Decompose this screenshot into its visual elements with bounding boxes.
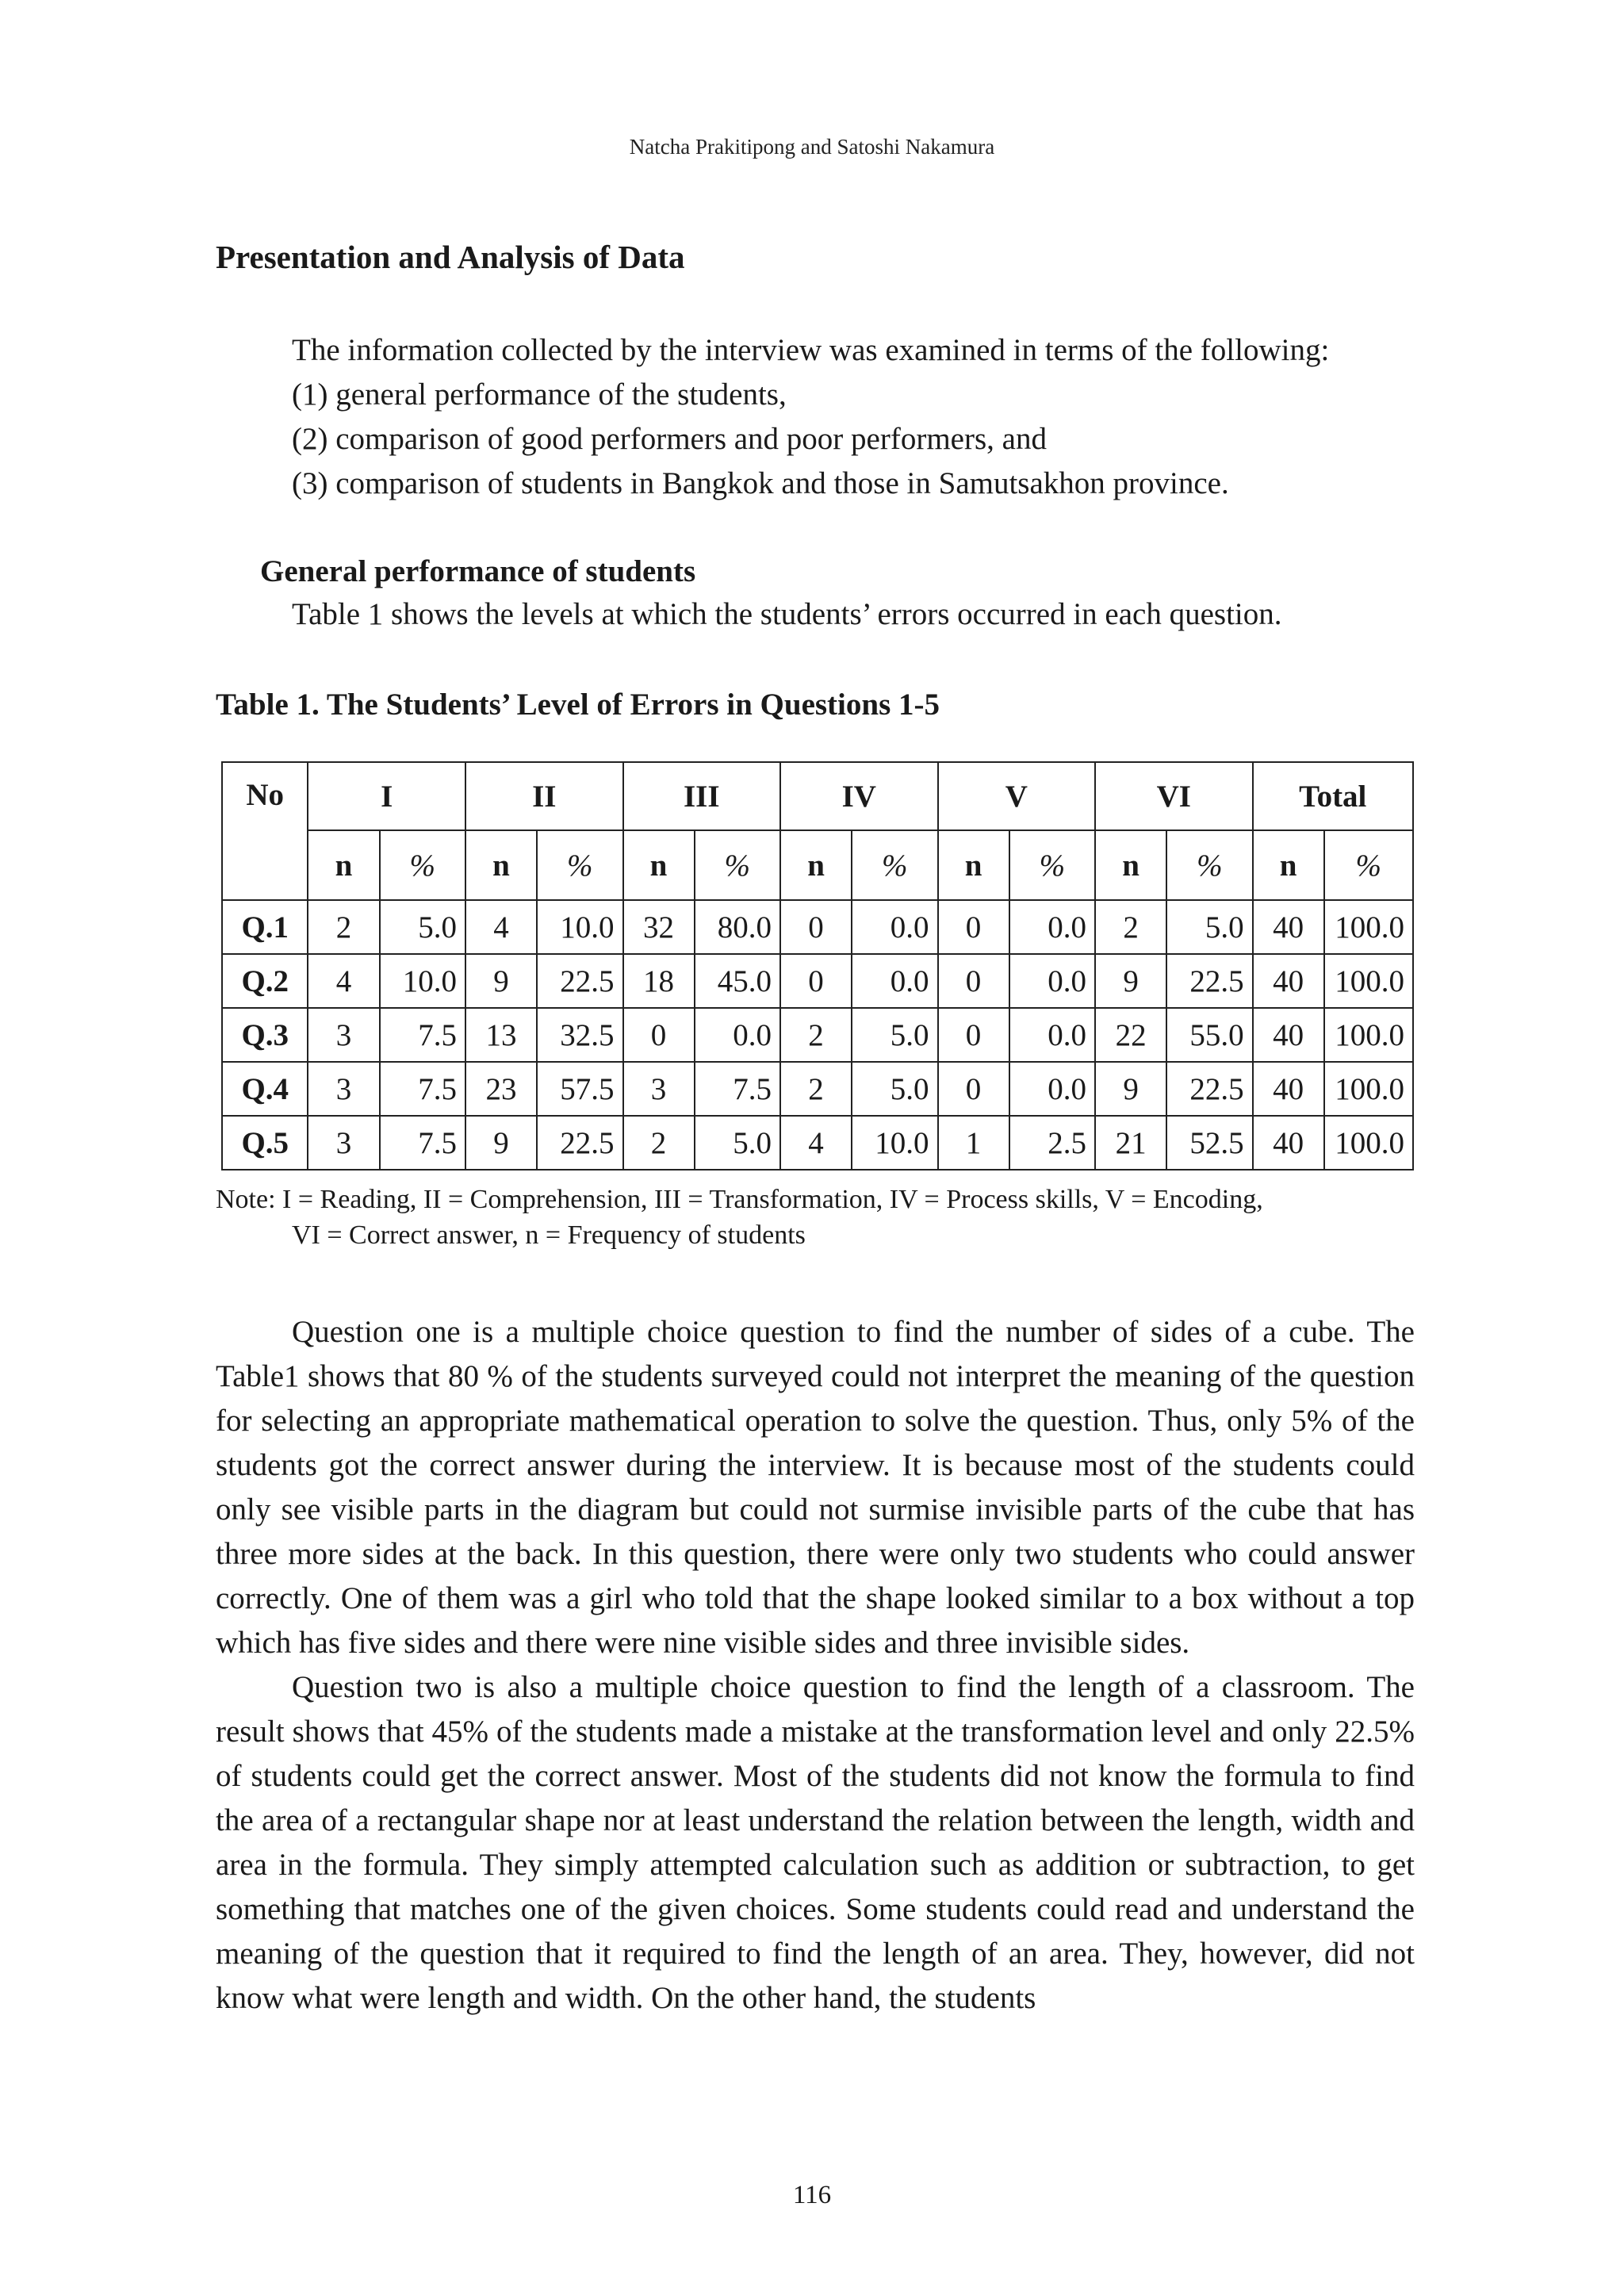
intro-line: (2) comparison of good performers and poor performers, and — [292, 422, 1047, 456]
count-cell: 2 — [780, 1062, 852, 1116]
table-row — [222, 1116, 1413, 1170]
table-note — [216, 1182, 1437, 1253]
percent-cell: 7.5 — [380, 1008, 465, 1062]
percent-cell: 5.0 — [380, 900, 465, 954]
percent-cell: 0.0 — [852, 954, 937, 1008]
percent-cell: 10.0 — [380, 954, 465, 1008]
table-row — [222, 1062, 1413, 1116]
percent-cell: 0.0 — [1009, 1062, 1095, 1116]
running-head: Natcha Prakitipong and Satoshi Nakamura — [629, 135, 995, 159]
count-cell: 32 — [623, 900, 695, 954]
count-cell: 9 — [1095, 1062, 1166, 1116]
count-cell: 18 — [623, 954, 695, 1008]
row-label: Q.3 — [222, 1008, 308, 1062]
percent-cell: 0.0 — [1009, 900, 1095, 954]
count-cell: 2 — [623, 1116, 695, 1170]
percent-cell: 0.0 — [1009, 1008, 1095, 1062]
group-header: III — [623, 762, 781, 830]
group-header: V — [938, 762, 1096, 830]
count-cell: 3 — [623, 1062, 695, 1116]
count-cell: 9 — [465, 954, 537, 1008]
count-cell: 4 — [465, 900, 537, 954]
intro-line: (1) general performance of the students, — [292, 377, 787, 412]
count-cell: 3 — [308, 1062, 379, 1116]
paragraph: Question two is also a multiple choice question to find the length of a classroom. The result shows that 45% of the students made a mistake at the transformation level and only 22.5% of students could get the correct answer. Most of the students did not know the formula to find the area of a rectangular shape nor at least understand the relation between the length, width and area in the formula. They simply attempted calculation such as addition or subtraction, to get something that matches one of the given choices. Some students could read and understand the meaning of the question that it required to find the length of an area. They, however, did not know what were length and width. On the other hand, the students — [216, 1670, 1415, 2015]
percent-cell: 10.0 — [537, 900, 622, 954]
n-header: n — [780, 830, 852, 900]
row-label: Q.1 — [222, 900, 308, 954]
pct-header: % — [695, 830, 780, 900]
section-heading: Presentation and Analysis of Data — [216, 239, 685, 275]
paragraph: Question one is a multiple choice question to find the number of sides of a cube. The Table1 shows that 80 % of the students surveyed could not interpret the meaning of the question for selecting an appropriate mathematical operation to solve the question. Thus, only 5% of the students got the correct answer during the interview. It is because most of the students could only see visible parts in the diagram but could not surmise invisible parts of the cube that has three more sides at the back. In this question, there were only two students who could answer correctly. One of them was a girl who told that the shape looked similar to a box without a top which has five sides and there were nine visible sides and three invisible sides. — [216, 1315, 1415, 1660]
n-header: n — [465, 830, 537, 900]
pct-header: % — [1166, 830, 1252, 900]
percent-cell: 0.0 — [1009, 954, 1095, 1008]
count-cell: 0 — [623, 1008, 695, 1062]
percent-cell: 100.0 — [1324, 1116, 1413, 1170]
percent-cell: 22.5 — [1166, 1062, 1252, 1116]
count-cell: 2 — [780, 1008, 852, 1062]
n-header: n — [938, 830, 1009, 900]
percent-cell: 100.0 — [1324, 900, 1413, 954]
table-header-row — [222, 762, 1413, 830]
group-header: II — [465, 762, 623, 830]
count-cell: 13 — [465, 1008, 537, 1062]
percent-cell: 5.0 — [852, 1008, 937, 1062]
n-header: n — [1095, 830, 1166, 900]
count-cell: 21 — [1095, 1116, 1166, 1170]
subsection-text: Table 1 shows the levels at which the students’ errors occurred in each question. — [292, 597, 1282, 631]
count-cell: 40 — [1253, 1008, 1324, 1062]
percent-cell: 7.5 — [380, 1062, 465, 1116]
n-header: n — [1253, 830, 1324, 900]
group-header: IV — [780, 762, 938, 830]
pct-header: % — [537, 830, 622, 900]
row-label: Q.4 — [222, 1062, 308, 1116]
count-cell: 0 — [938, 900, 1009, 954]
table-subheader-row — [222, 830, 1413, 900]
count-cell: 22 — [1095, 1008, 1166, 1062]
count-cell: 23 — [465, 1062, 537, 1116]
percent-cell: 57.5 — [537, 1062, 622, 1116]
percent-cell: 22.5 — [537, 954, 622, 1008]
count-cell: 3 — [308, 1116, 379, 1170]
percent-cell: 5.0 — [695, 1116, 780, 1170]
count-cell: 0 — [938, 1062, 1009, 1116]
note-line: Note: I = Reading, II = Comprehension, III = Transformation, IV = Process skills, V = Encoding, — [216, 1185, 1263, 1214]
group-header: VI — [1095, 762, 1253, 830]
percent-cell: 7.5 — [695, 1062, 780, 1116]
percent-cell: 22.5 — [537, 1116, 622, 1170]
count-cell: 1 — [938, 1116, 1009, 1170]
percent-cell: 32.5 — [537, 1008, 622, 1062]
percent-cell: 5.0 — [1166, 900, 1252, 954]
percent-cell: 10.0 — [852, 1116, 937, 1170]
pct-header: % — [1009, 830, 1095, 900]
page-number: 116 — [792, 2181, 832, 2209]
percent-cell: 2.5 — [1009, 1116, 1095, 1170]
count-cell: 40 — [1253, 1116, 1324, 1170]
percent-cell: 45.0 — [695, 954, 780, 1008]
count-cell: 4 — [308, 954, 379, 1008]
percent-cell: 22.5 — [1166, 954, 1252, 1008]
percent-cell: 7.5 — [380, 1116, 465, 1170]
count-cell: 0 — [938, 954, 1009, 1008]
count-cell: 3 — [308, 1008, 379, 1062]
n-header: n — [623, 830, 695, 900]
pct-header: % — [852, 830, 937, 900]
percent-cell: 55.0 — [1166, 1008, 1252, 1062]
note-line: VI = Correct answer, n = Frequency of students — [292, 1220, 806, 1250]
count-cell: 0 — [938, 1008, 1009, 1062]
count-cell: 40 — [1253, 1062, 1324, 1116]
pct-header: % — [380, 830, 465, 900]
table-row — [222, 1008, 1413, 1062]
count-cell: 2 — [1095, 900, 1166, 954]
count-cell: 40 — [1253, 900, 1324, 954]
percent-cell: 0.0 — [695, 1008, 780, 1062]
percent-cell: 0.0 — [852, 900, 937, 954]
count-cell: 40 — [1253, 954, 1324, 1008]
table-row — [222, 954, 1413, 1008]
count-cell: 2 — [308, 900, 379, 954]
subsection-heading: General performance of students — [260, 554, 696, 588]
count-cell: 0 — [780, 900, 852, 954]
percent-cell: 52.5 — [1166, 1116, 1252, 1170]
intro-line: The information collected by the interview was examined in terms of the following: — [292, 333, 1330, 367]
row-label: Q.5 — [222, 1116, 308, 1170]
no-header: No — [222, 762, 308, 900]
count-cell: 9 — [1095, 954, 1166, 1008]
group-header: Total — [1253, 762, 1413, 830]
table-row — [222, 900, 1413, 954]
percent-cell: 80.0 — [695, 900, 780, 954]
count-cell: 0 — [780, 954, 852, 1008]
percent-cell: 100.0 — [1324, 1008, 1413, 1062]
pct-header: % — [1324, 830, 1413, 900]
errors-table — [221, 761, 1414, 1170]
table-caption: Table 1. The Students’ Level of Errors in Questions 1-5 — [216, 688, 940, 722]
percent-cell: 100.0 — [1324, 1062, 1413, 1116]
intro-line: (3) comparison of students in Bangkok and those in Samutsakhon province. — [292, 466, 1229, 500]
body-text — [216, 1310, 1415, 2021]
n-header: n — [308, 830, 379, 900]
count-cell: 9 — [465, 1116, 537, 1170]
percent-cell: 100.0 — [1324, 954, 1413, 1008]
count-cell: 4 — [780, 1116, 852, 1170]
intro-list — [292, 328, 1434, 506]
percent-cell: 5.0 — [852, 1062, 937, 1116]
group-header: I — [308, 762, 465, 830]
row-label: Q.2 — [222, 954, 308, 1008]
